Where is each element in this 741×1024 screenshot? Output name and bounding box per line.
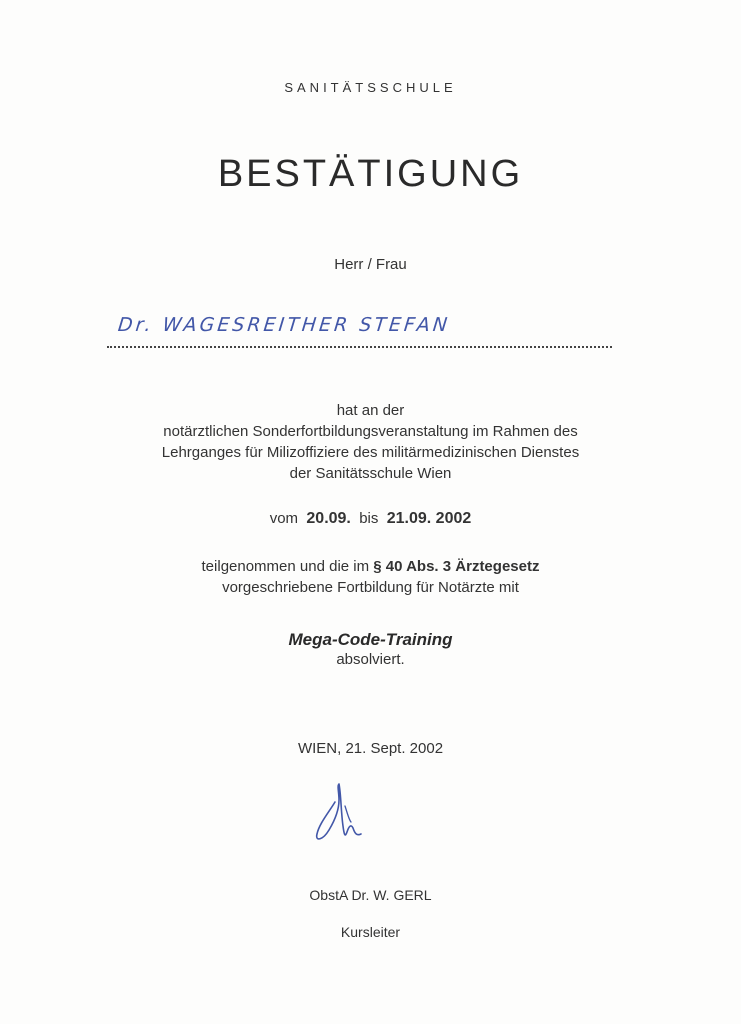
place-and-date: WIEN, 21. Sept. 2002 [297, 740, 444, 757]
to-label: bis [359, 510, 379, 527]
signer-name: ObstA Dr. W. GERL [309, 887, 432, 903]
intro-paragraph [0, 400, 741, 484]
completed-text: absolviert. [336, 651, 405, 668]
intro-line: Lehrganges für Milizoffiziere des militärmedizinischen Dienstes [161, 444, 580, 461]
school-name: SANITÄTSSCHULE [284, 80, 457, 95]
handwritten-signature [305, 782, 385, 852]
course-name: Mega-Code-Training [288, 630, 453, 649]
participant-name: Dr. WAGESREITHER STEFAN [116, 314, 452, 336]
participation-line-1 [0, 556, 741, 577]
participation-paragraph [0, 556, 741, 598]
salutation: Herr / Frau [334, 256, 407, 273]
document-title: BESTÄTIGUNG [217, 153, 524, 195]
from-date: 20.09. [306, 510, 351, 527]
from-label: vom [269, 510, 299, 527]
signer-role: Kursleiter [340, 924, 401, 940]
intro-line: hat an der [336, 402, 405, 419]
intro-line: der Sanitätsschule Wien [289, 465, 452, 482]
participation-prefix: teilgenommen und die im [201, 558, 370, 575]
participation-line-2: vorgeschriebene Fortbildung für Notärzte mit [222, 579, 519, 596]
law-reference: § 40 Abs. 3 Ärztegesetz [373, 558, 540, 575]
to-date: 21.09. 2002 [386, 510, 472, 527]
intro-line: notärztlichen Sonderfortbildungsveranstaltung im Rahmen des [163, 423, 578, 440]
date-range [0, 510, 741, 528]
